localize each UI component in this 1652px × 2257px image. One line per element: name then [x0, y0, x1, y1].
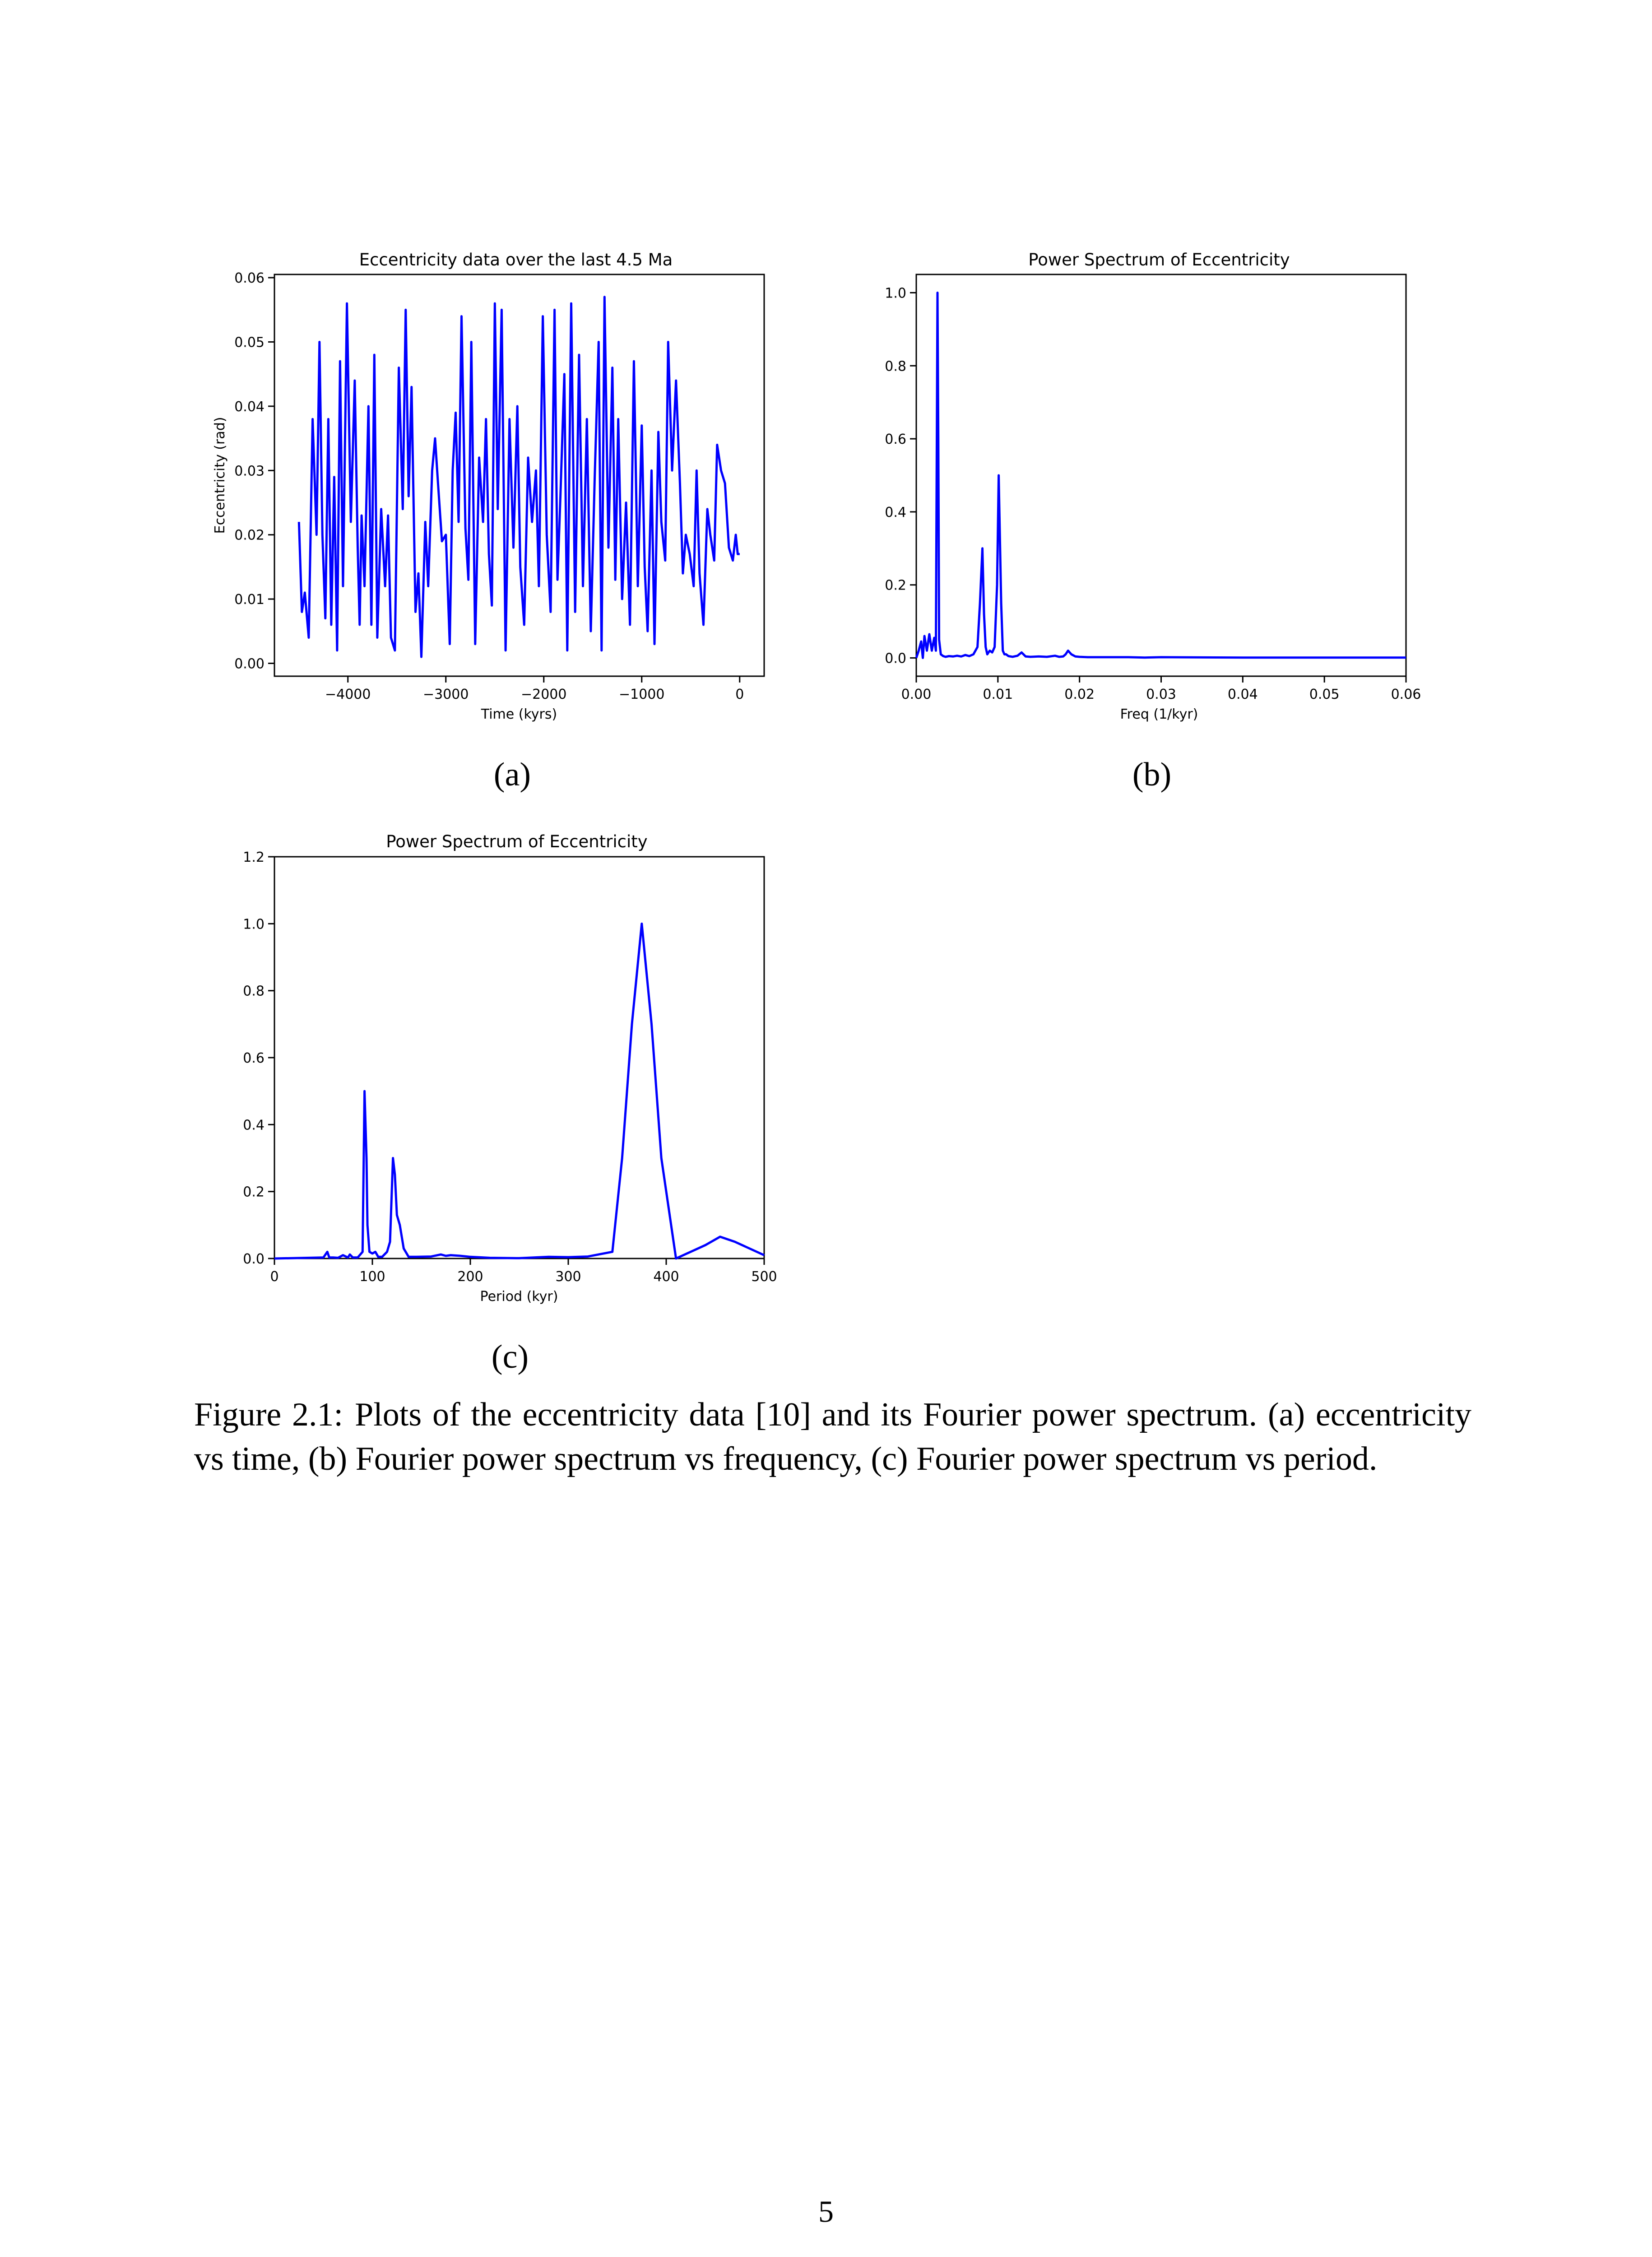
x-tick-label: −1000: [619, 687, 665, 702]
plot-eccentricity-vs-time: [212, 250, 764, 793]
plot-b-title: Power Spectrum of Eccentricity: [1028, 250, 1290, 269]
plot-a-series-line: [299, 297, 740, 657]
y-tick-label: 0.0: [885, 650, 906, 667]
plot-c-ticks: [243, 850, 777, 1285]
y-tick-label: 0.2: [885, 577, 906, 594]
y-tick-label: 0.05: [234, 334, 265, 351]
x-tick-label: 0.06: [1391, 687, 1421, 702]
y-tick-label: 1.2: [243, 850, 265, 865]
figure-caption-label: Figure 2.1:: [194, 1396, 343, 1433]
x-tick-label: 100: [359, 1269, 385, 1285]
y-tick-label: 0.4: [243, 1117, 265, 1133]
plot-c-title: Power Spectrum of Eccentricity: [386, 832, 648, 851]
y-tick-label: 0.0: [243, 1251, 265, 1267]
y-tick-label: 0.01: [234, 592, 265, 608]
x-tick-label: 300: [555, 1269, 581, 1285]
plot-c-series-line: [274, 924, 764, 1259]
plot-power-spectrum-vs-frequency: [885, 250, 1421, 793]
plot-c-xlabel: Period (kyr): [480, 1289, 558, 1305]
subfigure-label-b: (b): [1132, 756, 1172, 793]
y-tick-label: 0.8: [243, 983, 265, 999]
y-tick-label: 0.02: [234, 527, 265, 543]
x-tick-label: 500: [751, 1269, 777, 1285]
y-tick-label: 1.0: [885, 285, 906, 302]
x-tick-label: 200: [457, 1269, 483, 1285]
subfigure-label-a: (a): [493, 756, 531, 793]
x-tick-label: −2000: [521, 687, 567, 702]
y-tick-label: 0.6: [885, 432, 906, 448]
page-number: 5: [818, 2194, 834, 2229]
x-tick-label: 0.00: [901, 687, 932, 702]
x-tick-label: 0.02: [1064, 687, 1095, 702]
x-tick-label: 0.05: [1309, 687, 1340, 702]
subfigure-label-c: (c): [491, 1338, 529, 1375]
plot-c-frame: [274, 857, 764, 1259]
plot-a-xlabel: Time (kyrs): [481, 706, 557, 722]
x-tick-label: 0.01: [983, 687, 1013, 702]
y-tick-label: 0.03: [234, 463, 265, 479]
y-tick-label: 0.2: [243, 1184, 265, 1200]
x-tick-label: 0: [270, 1269, 279, 1285]
plot-a-ylabel: Eccentricity (rad): [212, 417, 228, 534]
x-tick-label: −3000: [423, 687, 469, 702]
plot-power-spectrum-vs-period: [243, 832, 777, 1375]
plot-b-series-line: [916, 293, 1406, 658]
x-tick-label: −4000: [325, 687, 371, 702]
y-tick-label: 0.8: [885, 358, 906, 375]
plot-a-title: Eccentricity data over the last 4.5 Ma: [359, 250, 673, 269]
plot-b-frame: [916, 274, 1406, 676]
figure-caption: [194, 1393, 1471, 1481]
x-tick-label: 0.04: [1227, 687, 1258, 702]
y-tick-label: 0.4: [885, 504, 906, 520]
y-tick-label: 0.6: [243, 1050, 265, 1066]
x-tick-label: 400: [653, 1269, 679, 1285]
y-tick-label: 0.00: [234, 656, 265, 672]
y-tick-label: 0.04: [234, 399, 265, 415]
x-tick-label: 0: [735, 687, 744, 702]
x-tick-label: 0.03: [1146, 687, 1176, 702]
plot-b-ticks: [885, 285, 1421, 702]
y-tick-label: 1.0: [243, 916, 265, 933]
y-tick-label: 0.06: [234, 270, 265, 287]
figure-caption-text: Plots of the eccentricity data [10] and its Fourier power spectrum. (a) eccentricity vs time, (b) Fourier power spectrum vs frequency, (c) Fourier power spectrum vs period.: [194, 1396, 1472, 1477]
plot-b-xlabel: Freq (1/kyr): [1120, 706, 1198, 722]
